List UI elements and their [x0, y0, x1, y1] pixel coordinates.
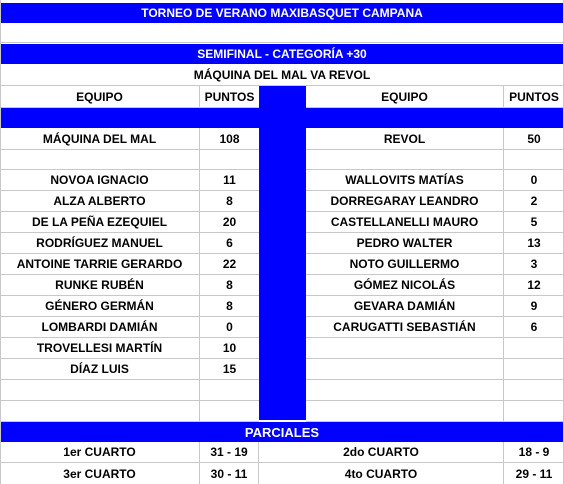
left-player-points: 6	[200, 233, 259, 254]
quarter-score: 30 - 11	[200, 463, 259, 484]
player-row	[0, 170, 564, 191]
right-player-name: GEVARA DAMIÁN	[306, 296, 504, 317]
left-player-name: DE LA PEÑA EZEQUIEL	[0, 212, 200, 233]
left-points-header: PUNTOS	[200, 86, 259, 108]
quarter-label: 1er CUARTO	[0, 442, 200, 463]
spacer-row	[0, 23, 564, 43]
left-player-name: RUNKE RUBÉN	[0, 275, 200, 296]
right-player-points: 9	[504, 296, 564, 317]
empty-cell	[306, 338, 504, 359]
left-player-points: 20	[200, 212, 259, 233]
left-player-points: 8	[200, 191, 259, 212]
player-row	[0, 275, 564, 296]
empty-cell	[200, 401, 259, 422]
left-player-points: 11	[200, 170, 259, 191]
left-player-points: 22	[200, 254, 259, 275]
right-team-header: EQUIPO	[306, 86, 504, 108]
left-player-name: ALZA ALBERTO	[0, 191, 200, 212]
matchup-title: MÁQUINA DEL MAL VA REVOL	[0, 64, 564, 86]
left-player-points: 8	[200, 296, 259, 317]
left-team-score: 108	[200, 128, 259, 150]
player-row	[0, 233, 564, 254]
player-row	[0, 380, 564, 401]
left-player-name: LOMBARDI DAMIÁN	[0, 317, 200, 338]
right-player-name: GÓMEZ NICOLÁS	[306, 275, 504, 296]
player-row	[0, 338, 564, 359]
right-player-points: 0	[504, 170, 564, 191]
right-player-points: 12	[504, 275, 564, 296]
empty-cell	[504, 359, 564, 380]
left-player-name: GÉNERO GERMÁN	[0, 296, 200, 317]
player-row	[0, 317, 564, 338]
right-player-name: PEDRO WALTER	[306, 233, 504, 254]
left-player-name: DÍAZ LUIS	[0, 359, 200, 380]
quarter-label: 2do CUARTO	[259, 442, 504, 463]
left-player-points: 10	[200, 338, 259, 359]
quarter-score: 31 - 19	[200, 442, 259, 463]
empty-cell	[200, 380, 259, 401]
partials-row	[0, 463, 564, 484]
left-player-name: TROVELLESI MARTÍN	[0, 338, 200, 359]
player-row	[0, 296, 564, 317]
left-player-name: ANTOINE TARRIE GERARDO	[0, 254, 200, 275]
right-team-name: REVOL	[306, 128, 504, 150]
right-player-name: DORREGARAY LEANDRO	[306, 191, 504, 212]
quarter-score: 29 - 11	[515, 466, 553, 481]
left-player-points: 15	[200, 359, 259, 380]
empty-cell	[306, 359, 504, 380]
empty-row	[0, 150, 564, 170]
player-row	[0, 254, 564, 275]
right-player-name: CASTELLANELLI MAURO	[306, 212, 504, 233]
right-player-name: CARUGATTI SEBASTIÁN	[306, 317, 504, 338]
left-team-name: MÁQUINA DEL MAL	[0, 128, 200, 150]
empty-cell	[504, 401, 564, 422]
empty-cell	[0, 401, 200, 422]
player-row	[0, 359, 564, 380]
left-player-name: NOVOA IGNACIO	[0, 170, 200, 191]
player-row	[0, 401, 564, 422]
empty-cell	[504, 338, 564, 359]
tournament-title: TORNEO DE VERANO MAXIBASQUET CAMPANA	[0, 3, 564, 23]
right-player-points: 6	[504, 317, 564, 338]
quarter-score: 18 - 9	[504, 442, 564, 463]
quarter-label: 4to CUARTO	[259, 463, 504, 484]
quarter-label: 3er CUARTO	[0, 463, 200, 484]
right-player-points: 13	[504, 233, 564, 254]
right-player-name: WALLOVITS MATÍAS	[306, 170, 504, 191]
right-player-name: NOTO GUILLERMO	[306, 254, 504, 275]
left-player-points: 0	[200, 317, 259, 338]
player-row	[0, 191, 564, 212]
left-team-header: EQUIPO	[0, 86, 200, 108]
right-team-score: 50	[504, 128, 564, 150]
partials-row	[0, 442, 564, 463]
empty-cell	[306, 401, 504, 422]
player-row	[0, 212, 564, 233]
right-player-points: 5	[504, 212, 564, 233]
empty-cell	[504, 380, 564, 401]
partials-title: PARCIALES	[0, 422, 564, 442]
team-total-row	[0, 128, 564, 150]
empty-cell	[0, 380, 200, 401]
right-player-points: 2	[504, 191, 564, 212]
left-player-name: RODRÍGUEZ MANUEL	[0, 233, 200, 254]
stage-title: SEMIFINAL - CATEGORÍA +30	[0, 44, 564, 64]
empty-cell	[306, 380, 504, 401]
right-points-header: PUNTOS	[504, 86, 564, 108]
left-player-points: 8	[200, 275, 259, 296]
right-player-points: 3	[504, 254, 564, 275]
